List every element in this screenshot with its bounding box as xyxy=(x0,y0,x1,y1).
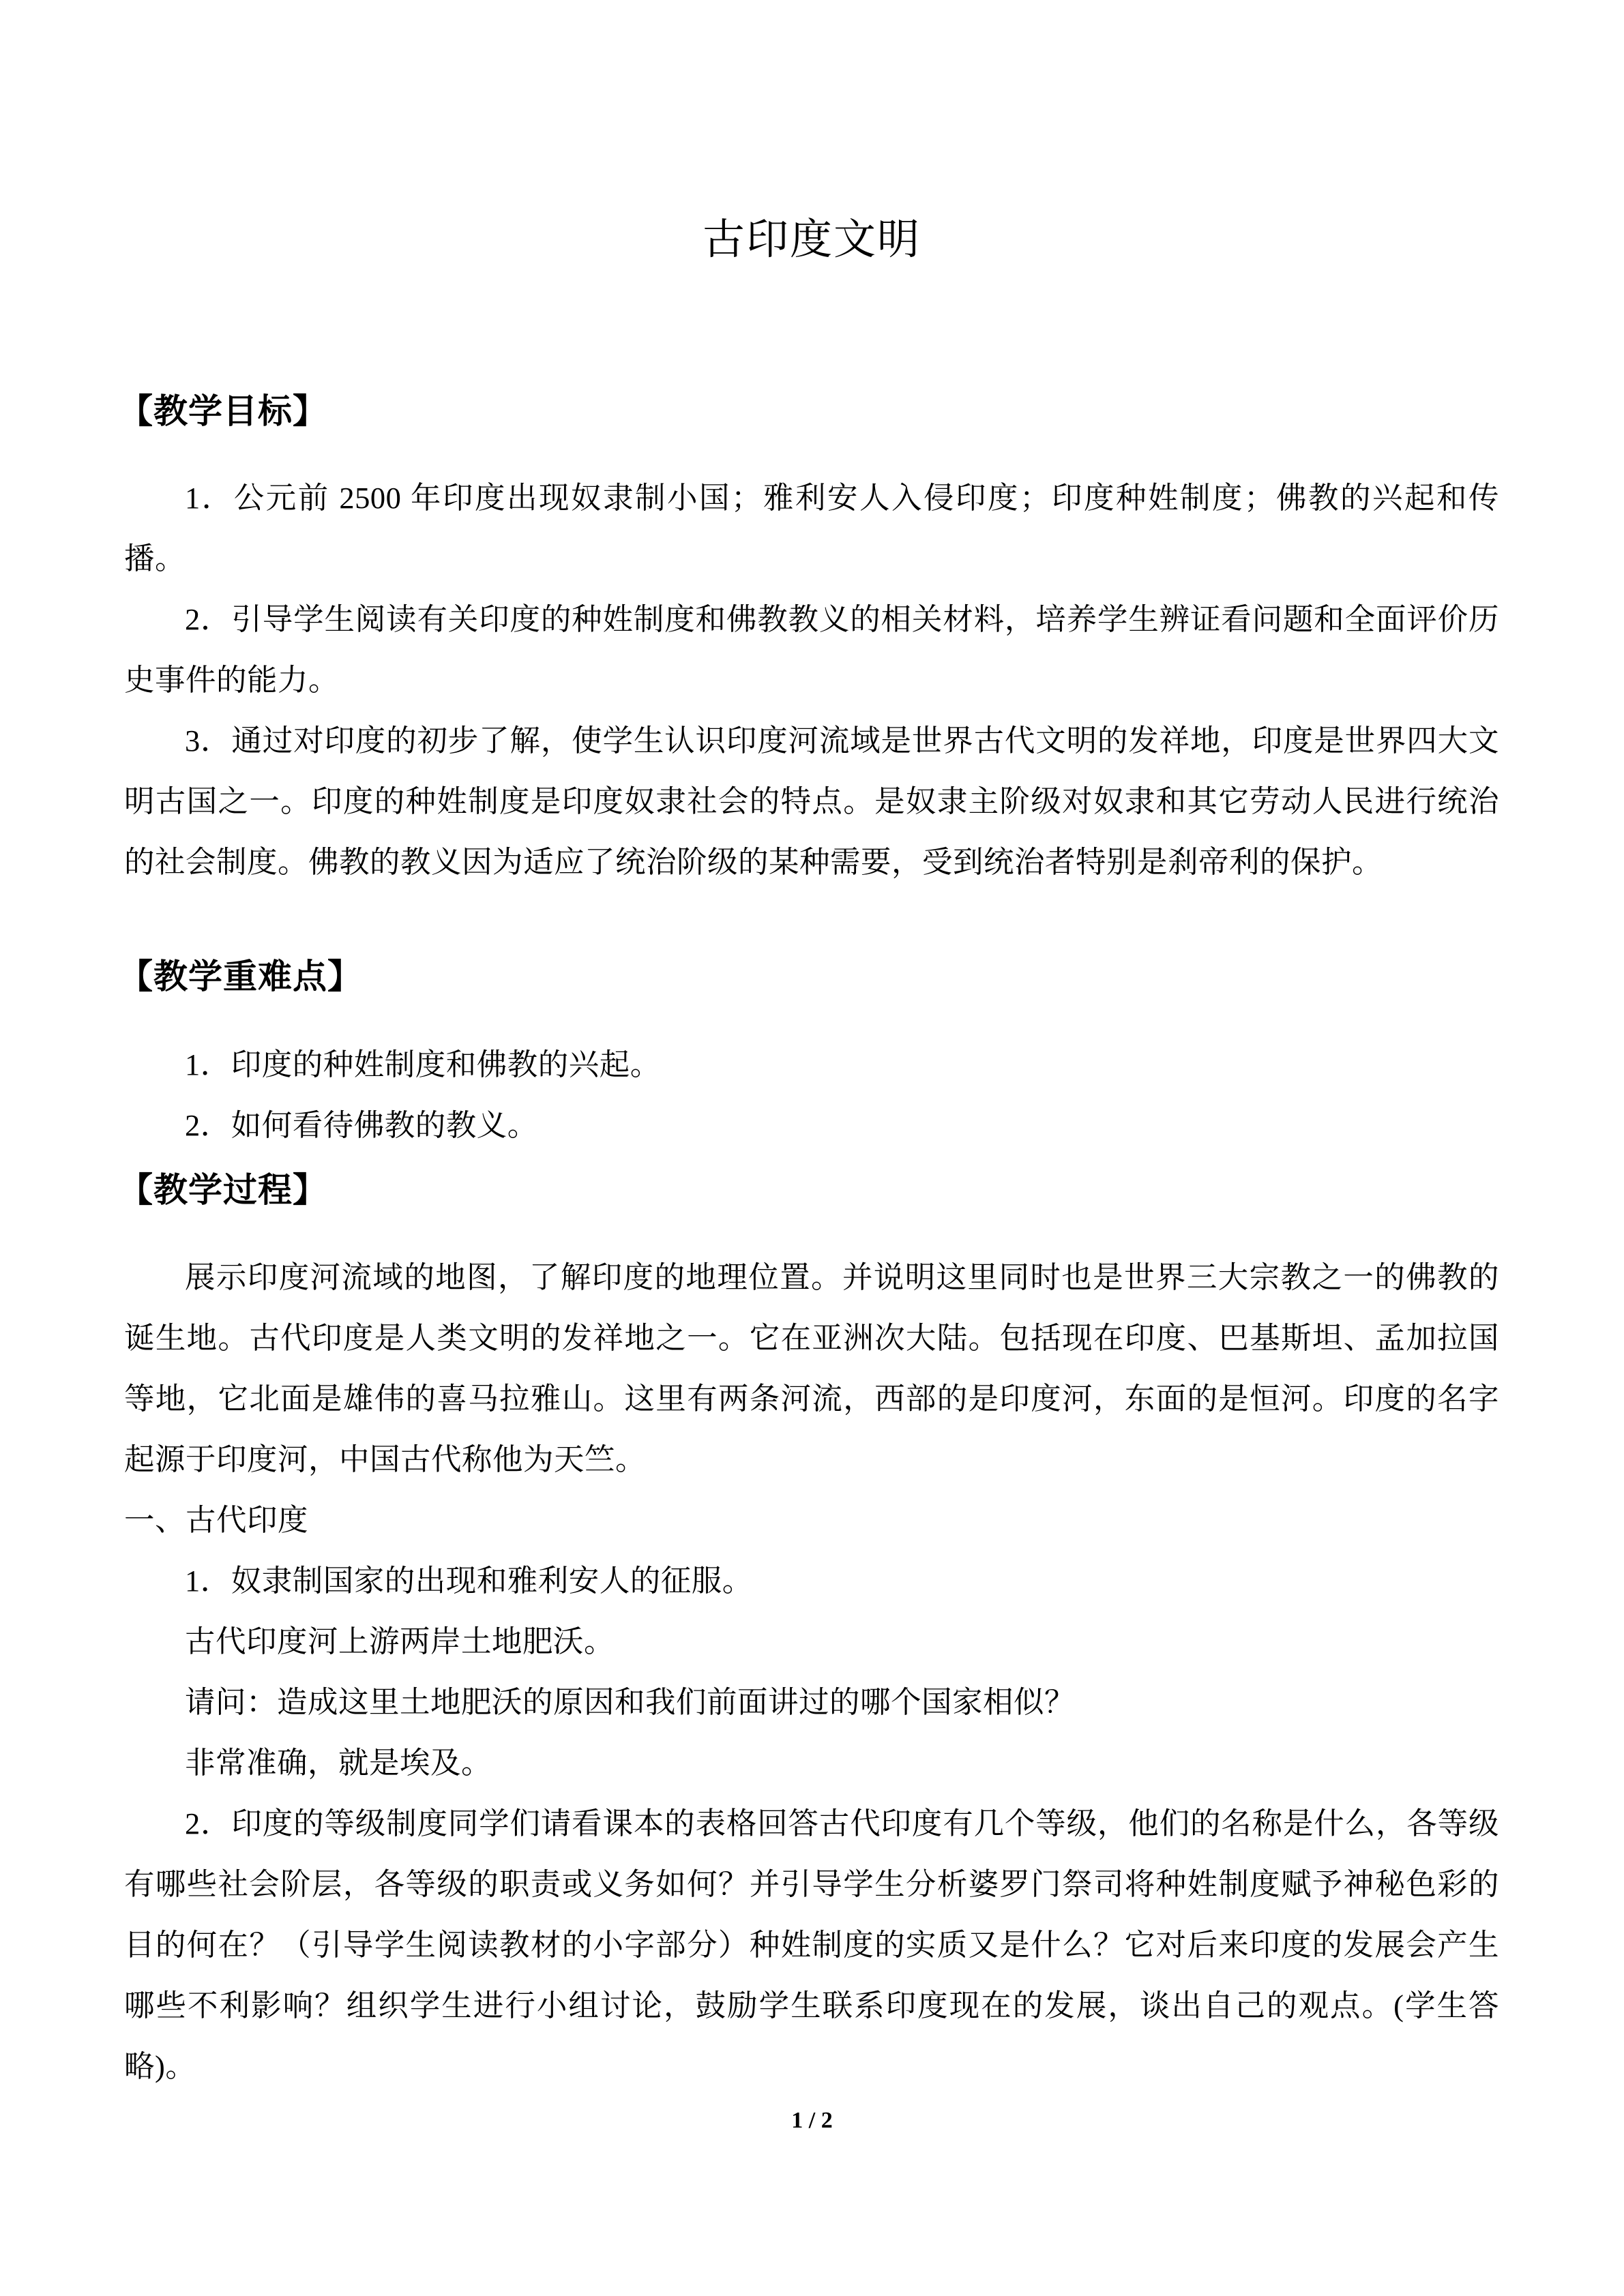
subsection-heading-ancient-india: 一、古代印度 xyxy=(124,1503,309,1537)
process-point-2: 2．印度的等级制度同学们请看课本的表格回答古代印度有几个等级，他们的名称是什么，各等级有哪些社会阶层，各等级的职责或义务如何？并引导学生分析婆罗门祭司将种姓制度赋予神秘色彩的目的何在？（引导学生阅读教材的小字部分）种姓制度的实质又是什么？它对后来印度的发展会产生哪些不利影响？组织学生进行小组讨论，鼓励学生联系印度现在的发展，谈出自己的观点。(学生答略)。 xyxy=(124,1806,1499,2083)
document-title: 古印度文明 xyxy=(702,217,921,263)
key-point-item-2: 2．如何看待佛教的教义。 xyxy=(185,1108,538,1142)
objective-item-1: 1．公元前 2500 年印度出现奴隶制小国；雅利安人入侵印度；印度种姓制度；佛教的兴起和传播。 xyxy=(124,481,1499,576)
section-heading-key-points: 【教学重难点】 xyxy=(119,957,362,996)
process-intro: 展示印度河流域的地图，了解印度的地理位置。并说明这里同时也是世界三大宗教之一的佛教的诞生地。古代印度是人类文明的发祥地之一。它在亚洲次大陆。包括现在印度、巴基斯坦、孟加拉国等地，它北面是雄伟的喜马拉雅山。这里有两条河流，西部的是印度河，东面的是恒河。印度的名字起源于印度河，中国古代称他为天竺。 xyxy=(124,1260,1499,1476)
process-point-1-answer: 非常准确，就是埃及。 xyxy=(185,1746,492,1780)
objective-item-2: 2．引导学生阅读有关印度的种姓制度和佛教教义的相关材料，培养学生辨证看问题和全面评价历史事件的能力。 xyxy=(124,602,1499,697)
section-heading-process: 【教学过程】 xyxy=(119,1170,327,1210)
section-heading-objectives: 【教学目标】 xyxy=(119,391,327,431)
objective-item-3: 3．通过对印度的初步了解，使学生认识印度河流域是世界古代文明的发祥地，印度是世界四大文明古国之一。印度的种姓制度是印度奴隶社会的特点。是奴隶主阶级对奴隶和其它劳动人民进行统治的社会制度。佛教的教义因为适应了统治阶级的某种需要，受到统治者特别是刹帝利的保护。 xyxy=(124,724,1499,879)
process-point-1-question: 请问：造成这里土地肥沃的原因和我们前面讲过的哪个国家相似？ xyxy=(185,1685,1076,1719)
page-number: 1 / 2 xyxy=(791,2108,833,2133)
process-point-1-title: 1．奴隶制国家的出现和雅利安人的征服。 xyxy=(185,1564,753,1598)
key-point-item-1: 1．印度的种姓制度和佛教的兴起。 xyxy=(185,1047,661,1082)
process-point-1-line-1: 古代印度河上游两岸土地肥沃。 xyxy=(185,1624,615,1658)
